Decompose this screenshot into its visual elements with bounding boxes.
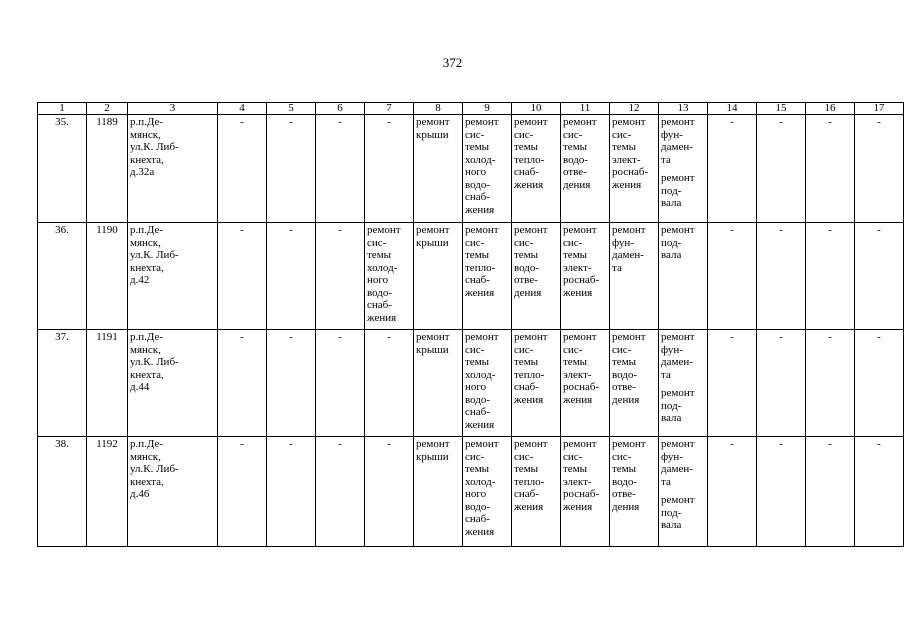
work-type-cell: ремонт сис- темы тепло- снаб- жения bbox=[512, 330, 561, 437]
column-header: 12 bbox=[610, 103, 659, 115]
value-cell: - bbox=[806, 223, 855, 330]
value-cell: - bbox=[757, 437, 806, 547]
column-header: 13 bbox=[659, 103, 708, 115]
value-cell: - bbox=[806, 437, 855, 547]
work-type-text: ремонт под- вала bbox=[661, 494, 695, 531]
work-type-text: ремонт под- вала bbox=[661, 172, 695, 209]
column-header: 9 bbox=[463, 103, 512, 115]
work-type-cell bbox=[659, 115, 708, 223]
address-cell: р.п.Де- мянск, ул.К. Либ- кнехта, д.46 bbox=[128, 437, 218, 547]
work-type-cell: ремонт крыши bbox=[414, 115, 463, 223]
object-code: 1189 bbox=[87, 115, 128, 223]
value-cell: - bbox=[855, 223, 904, 330]
value-cell: - bbox=[708, 437, 757, 547]
value-cell: - bbox=[855, 330, 904, 437]
work-type-cell: ремонт сис- темы водо- отве- дения bbox=[610, 330, 659, 437]
work-type-text: ремонт фун- дамен- та bbox=[661, 438, 695, 488]
work-type-cell: ремонт сис- темы холод- ного водо- снаб- жения bbox=[463, 115, 512, 223]
object-code: 1191 bbox=[87, 330, 128, 437]
table-row bbox=[38, 437, 904, 547]
column-header: 8 bbox=[414, 103, 463, 115]
repair-schedule-table bbox=[37, 102, 904, 547]
value-cell: - bbox=[757, 115, 806, 223]
value-cell: - bbox=[757, 223, 806, 330]
work-type-cell: ремонт сис- темы водо- отве- дения bbox=[512, 223, 561, 330]
row-number: 36. bbox=[38, 223, 87, 330]
work-type-cell: ремонт сис- темы холод- ного водо- снаб- жения bbox=[365, 223, 414, 330]
work-type-cell: ремонт сис- темы элект- роснаб- жения bbox=[561, 330, 610, 437]
value-cell: - bbox=[218, 330, 267, 437]
object-code: 1190 bbox=[87, 223, 128, 330]
work-type-cell: ремонт крыши bbox=[414, 437, 463, 547]
work-type-cell: ремонт сис- темы элект- роснаб- жения bbox=[561, 437, 610, 547]
value-cell: - bbox=[757, 330, 806, 437]
value-cell: - bbox=[365, 115, 414, 223]
value-cell: - bbox=[365, 437, 414, 547]
work-type-cell: ремонт сис- темы холод- ного водо- снаб- жения bbox=[463, 437, 512, 547]
work-type-cell: ремонт фун- дамен- та bbox=[610, 223, 659, 330]
value-cell: - bbox=[708, 115, 757, 223]
column-header: 5 bbox=[267, 103, 316, 115]
work-type-text: ремонт фун- дамен- та bbox=[661, 116, 695, 166]
column-header: 6 bbox=[316, 103, 365, 115]
value-cell: - bbox=[267, 115, 316, 223]
value-cell: - bbox=[218, 115, 267, 223]
work-type-cell: ремонт сис- темы водо- отве- дения bbox=[561, 115, 610, 223]
column-header: 1 bbox=[38, 103, 87, 115]
column-header: 16 bbox=[806, 103, 855, 115]
work-type-cell bbox=[659, 437, 708, 547]
address-cell: р.п.Де- мянск, ул.К. Либ- кнехта, д.42 bbox=[128, 223, 218, 330]
value-cell: - bbox=[365, 330, 414, 437]
work-type-text: ремонт фун- дамен- та bbox=[661, 331, 695, 381]
value-cell: - bbox=[218, 223, 267, 330]
work-type-cell bbox=[659, 330, 708, 437]
value-cell: - bbox=[855, 437, 904, 547]
column-header: 17 bbox=[855, 103, 904, 115]
work-type-cell: ремонт сис- темы тепло- снаб- жения bbox=[463, 223, 512, 330]
value-cell: - bbox=[708, 330, 757, 437]
row-number: 37. bbox=[38, 330, 87, 437]
work-type-cell: ремонт крыши bbox=[414, 330, 463, 437]
value-cell: - bbox=[218, 437, 267, 547]
column-header: 10 bbox=[512, 103, 561, 115]
value-cell: - bbox=[806, 115, 855, 223]
work-type-cell: ремонт сис- темы элект- роснаб- жения bbox=[610, 115, 659, 223]
value-cell: - bbox=[267, 330, 316, 437]
table-row bbox=[38, 115, 904, 223]
value-cell: - bbox=[708, 223, 757, 330]
table-row bbox=[38, 223, 904, 330]
work-type-text: ремонт под- вала bbox=[661, 224, 695, 261]
value-cell: - bbox=[267, 437, 316, 547]
column-header: 14 bbox=[708, 103, 757, 115]
work-type-cell: ремонт сис- темы тепло- снаб- жения bbox=[512, 437, 561, 547]
page-number: 372 bbox=[442, 55, 463, 70]
table-row bbox=[38, 330, 904, 437]
column-number-header bbox=[38, 103, 904, 115]
row-number: 35. bbox=[38, 115, 87, 223]
work-type-text: ремонт под- вала bbox=[661, 387, 695, 424]
column-header: 7 bbox=[365, 103, 414, 115]
column-header: 4 bbox=[218, 103, 267, 115]
value-cell: - bbox=[316, 437, 365, 547]
address-cell: р.п.Де- мянск, ул.К. Либ- кнехта, д.44 bbox=[128, 330, 218, 437]
value-cell: - bbox=[316, 330, 365, 437]
object-code: 1192 bbox=[87, 437, 128, 547]
work-type-cell: ремонт сис- темы водо- отве- дения bbox=[610, 437, 659, 547]
column-header: 15 bbox=[757, 103, 806, 115]
work-type-cell: ремонт крыши bbox=[414, 223, 463, 330]
value-cell: - bbox=[316, 115, 365, 223]
column-header: 2 bbox=[87, 103, 128, 115]
value-cell: - bbox=[267, 223, 316, 330]
column-header: 11 bbox=[561, 103, 610, 115]
value-cell: - bbox=[855, 115, 904, 223]
work-type-cell: ремонт сис- темы тепло- снаб- жения bbox=[512, 115, 561, 223]
work-type-cell: ремонт сис- темы холод- ного водо- снаб- жения bbox=[463, 330, 512, 437]
work-type-cell: ремонт сис- темы элект- роснаб- жения bbox=[561, 223, 610, 330]
row-number: 38. bbox=[38, 437, 87, 547]
work-type-cell bbox=[659, 223, 708, 330]
address-cell: р.п.Де- мянск, ул.К. Либ- кнехта, д.32а bbox=[128, 115, 218, 223]
value-cell: - bbox=[806, 330, 855, 437]
column-header: 3 bbox=[128, 103, 218, 115]
value-cell: - bbox=[316, 223, 365, 330]
